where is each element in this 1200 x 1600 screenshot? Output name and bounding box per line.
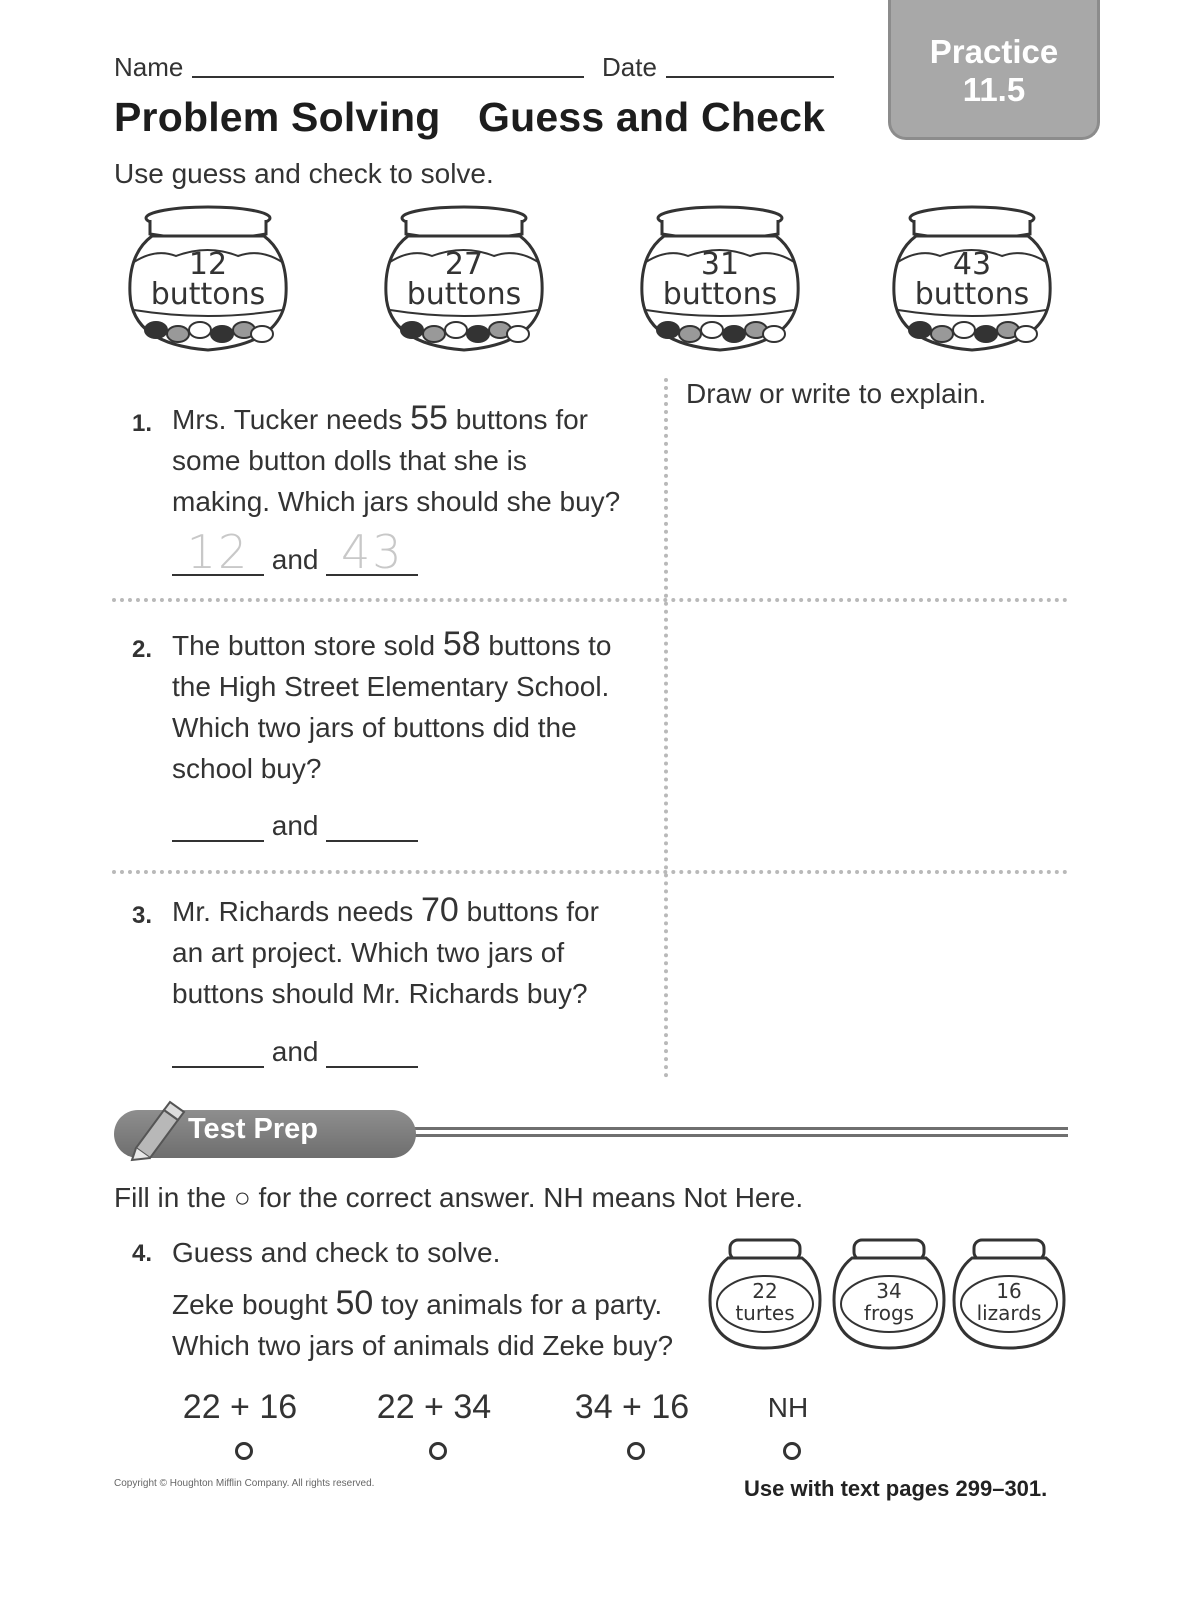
button-jar — [890, 204, 1054, 354]
question-2-number: 2. — [132, 636, 153, 663]
question-1-answer — [172, 525, 418, 579]
choice-bubble[interactable] — [627, 1442, 645, 1460]
column-divider — [664, 378, 668, 1078]
choice-label: 22 + 34 — [376, 1388, 492, 1426]
choice-bubble[interactable] — [235, 1442, 253, 1460]
jar-item: buttons — [662, 277, 778, 312]
animal-jar — [832, 1238, 946, 1352]
jar-count: 27 — [444, 247, 484, 282]
choice-label: 34 + 16 — [574, 1388, 690, 1426]
jar-item: frogs — [863, 1301, 915, 1325]
jar-item: lizards — [976, 1301, 1042, 1325]
copyright: Copyright © Houghton Mifflin Company. All rights reserved. — [114, 1478, 375, 1489]
jar-count: 34 — [876, 1279, 902, 1303]
question-3-text: Mr. Richards needs 70 buttons for an art project. Which two jars of buttons should Mr. Richards buy? — [172, 891, 599, 1009]
jar-count: 31 — [700, 247, 740, 282]
question-3-number: 3. — [132, 902, 153, 929]
row-divider-1 — [112, 598, 1068, 602]
answer-2a-field[interactable] — [172, 810, 264, 842]
jar-count: 16 — [996, 1279, 1022, 1303]
explain-label: Draw or write to explain. — [686, 378, 987, 409]
name-label: Name — [114, 52, 184, 82]
pencil-icon — [128, 1100, 186, 1162]
instructions: Use guess and check to solve. — [114, 158, 494, 189]
question-2-text: The button store sold 58 buttons to the High Street Elementary School. Which two jars of buttons did the school buy? — [172, 625, 612, 784]
jar-item: buttons — [150, 277, 266, 312]
text-pages-reference: Use with text pages 299–301. — [744, 1476, 1048, 1501]
button-jar — [638, 204, 802, 354]
and-label: and — [271, 1036, 319, 1067]
animal-jar — [952, 1238, 1066, 1352]
row-divider-2 — [112, 870, 1068, 874]
choice-bubble[interactable] — [783, 1442, 801, 1460]
test-prep-label: Test Prep — [188, 1113, 319, 1145]
answer-1a-field[interactable]: 12 — [172, 544, 264, 576]
date-field[interactable] — [666, 76, 834, 78]
practice-tab — [888, 0, 1100, 140]
jar-item: buttons — [406, 277, 522, 312]
jar-count: 12 — [188, 247, 228, 282]
date-label: Date — [602, 52, 657, 82]
test-prep-rule — [410, 1127, 1068, 1137]
question-2-answer — [172, 810, 418, 842]
choice-label: 22 + 16 — [182, 1388, 298, 1426]
practice-number: 11.5 — [962, 71, 1026, 108]
question-1-text: Mrs. Tucker needs 55 buttons for some button dolls that she is making. Which jars should she buy? — [172, 399, 621, 517]
and-label: and — [271, 810, 319, 841]
question-4-number: 4. — [132, 1240, 153, 1267]
choice-label: NH — [767, 1392, 809, 1423]
animal-jar — [708, 1238, 822, 1352]
choice-bubble[interactable] — [429, 1442, 447, 1460]
question-4-text: Guess and check to solve. Zeke bought 50 toy animals for a party. Which two jars of animals did Zeke buy? — [172, 1237, 674, 1361]
practice-label: Practice — [929, 33, 1059, 70]
jar-item: turtes — [735, 1301, 795, 1325]
question-1-number: 1. — [132, 410, 153, 437]
test-prep-instruction: Fill in the ○ for the correct answer. NH means Not Here. — [114, 1182, 804, 1213]
page-subtitle: Guess and Check — [478, 94, 826, 140]
jar-count: 22 — [752, 1279, 778, 1303]
button-jar — [126, 204, 290, 354]
answer-2b-field[interactable] — [326, 810, 418, 842]
question-3-answer — [172, 1036, 418, 1068]
button-jar — [382, 204, 546, 354]
answer-3b-field[interactable] — [326, 1036, 418, 1068]
and-label: and — [271, 544, 319, 575]
jar-item: buttons — [914, 277, 1030, 312]
page-title: Problem Solving — [114, 94, 441, 140]
answer-1b-field[interactable]: 43 — [326, 544, 418, 576]
answer-3a-field[interactable] — [172, 1036, 264, 1068]
name-field[interactable] — [192, 76, 584, 78]
jar-count: 43 — [952, 247, 992, 282]
